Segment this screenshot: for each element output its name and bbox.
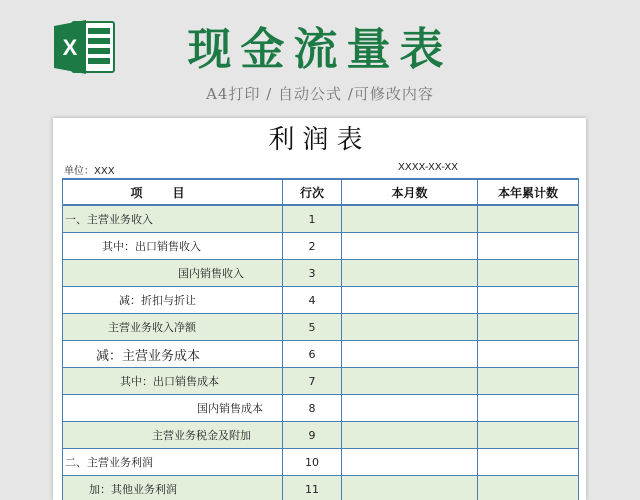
table-row: [63, 368, 579, 395]
row-ytd-value[interactable]: [478, 260, 579, 287]
column-header-item: 项目: [63, 179, 283, 205]
row-item[interactable]: 国内销售收入: [63, 260, 283, 287]
banner: [0, 0, 640, 118]
row-item[interactable]: 减：主营业务成本: [63, 341, 283, 368]
page-title: 现金流量表: [187, 24, 453, 75]
table-row: [63, 341, 579, 368]
row-ytd-value[interactable]: [478, 341, 579, 368]
page-subtitle: A4打印 / 自动公式 /可修改内容: [206, 85, 434, 103]
row-ytd-value[interactable]: [478, 205, 579, 233]
row-item[interactable]: 主营业务收入净额: [63, 314, 283, 341]
row-ytd-value[interactable]: [478, 287, 579, 314]
row-item[interactable]: 一、主营业务收入: [63, 205, 283, 233]
spreadsheet-preview: [53, 118, 586, 500]
table-row: [63, 205, 579, 233]
row-item[interactable]: 其中：出口销售成本: [63, 368, 283, 395]
row-month-value[interactable]: [342, 368, 478, 395]
row-month-value[interactable]: [342, 395, 478, 422]
row-line-number[interactable]: 6: [283, 341, 342, 368]
row-month-value[interactable]: [342, 233, 478, 260]
row-item[interactable]: 二、主营业务利润: [63, 449, 283, 476]
table-row: [63, 314, 579, 341]
row-line-number[interactable]: 3: [283, 260, 342, 287]
row-line-number[interactable]: 7: [283, 368, 342, 395]
row-line-number[interactable]: 1: [283, 205, 342, 233]
row-item[interactable]: 其中：出口销售收入: [63, 233, 283, 260]
row-line-number[interactable]: 11: [283, 476, 342, 500]
table-row: [63, 233, 579, 260]
logo-letter: X: [62, 35, 78, 60]
row-ytd-value[interactable]: [478, 449, 579, 476]
table-row: [63, 287, 579, 314]
row-item[interactable]: 主营业务税金及附加: [63, 422, 283, 449]
excel-logo-icon: [52, 18, 116, 76]
row-month-value[interactable]: [342, 449, 478, 476]
row-line-number[interactable]: 5: [283, 314, 342, 341]
row-item[interactable]: 国内销售成本: [63, 395, 283, 422]
row-item[interactable]: 减：折扣与折让: [63, 287, 283, 314]
row-ytd-value[interactable]: [478, 314, 579, 341]
row-line-number[interactable]: 10: [283, 449, 342, 476]
row-month-value[interactable]: [342, 205, 478, 233]
column-header-line: 行次: [283, 179, 342, 205]
income-statement-table: [62, 178, 579, 500]
column-header-month: 本月数: [342, 179, 478, 205]
row-line-number[interactable]: 4: [283, 287, 342, 314]
table-row: [63, 422, 579, 449]
table-header-row: [63, 179, 579, 205]
table-row: [63, 476, 579, 500]
row-item[interactable]: 加：其他业务利润: [63, 476, 283, 500]
row-ytd-value[interactable]: [478, 476, 579, 500]
row-month-value[interactable]: [342, 476, 478, 500]
row-month-value[interactable]: [342, 287, 478, 314]
row-line-number[interactable]: 9: [283, 422, 342, 449]
row-line-number[interactable]: 2: [283, 233, 342, 260]
row-month-value[interactable]: [342, 314, 478, 341]
date-label: XXXX-XX-XX: [398, 162, 459, 173]
row-ytd-value[interactable]: [478, 395, 579, 422]
row-ytd-value[interactable]: [478, 233, 579, 260]
table-row: [63, 395, 579, 422]
row-month-value[interactable]: [342, 260, 478, 287]
unit-label: 单位：XXX: [64, 166, 115, 177]
sheet-title: 利润表: [268, 125, 371, 155]
table-row: [63, 449, 579, 476]
row-month-value[interactable]: [342, 422, 478, 449]
column-header-ytd: 本年累计数: [478, 179, 579, 205]
row-ytd-value[interactable]: [478, 368, 579, 395]
row-line-number[interactable]: 8: [283, 395, 342, 422]
table-row: [63, 260, 579, 287]
row-ytd-value[interactable]: [478, 422, 579, 449]
row-month-value[interactable]: [342, 341, 478, 368]
